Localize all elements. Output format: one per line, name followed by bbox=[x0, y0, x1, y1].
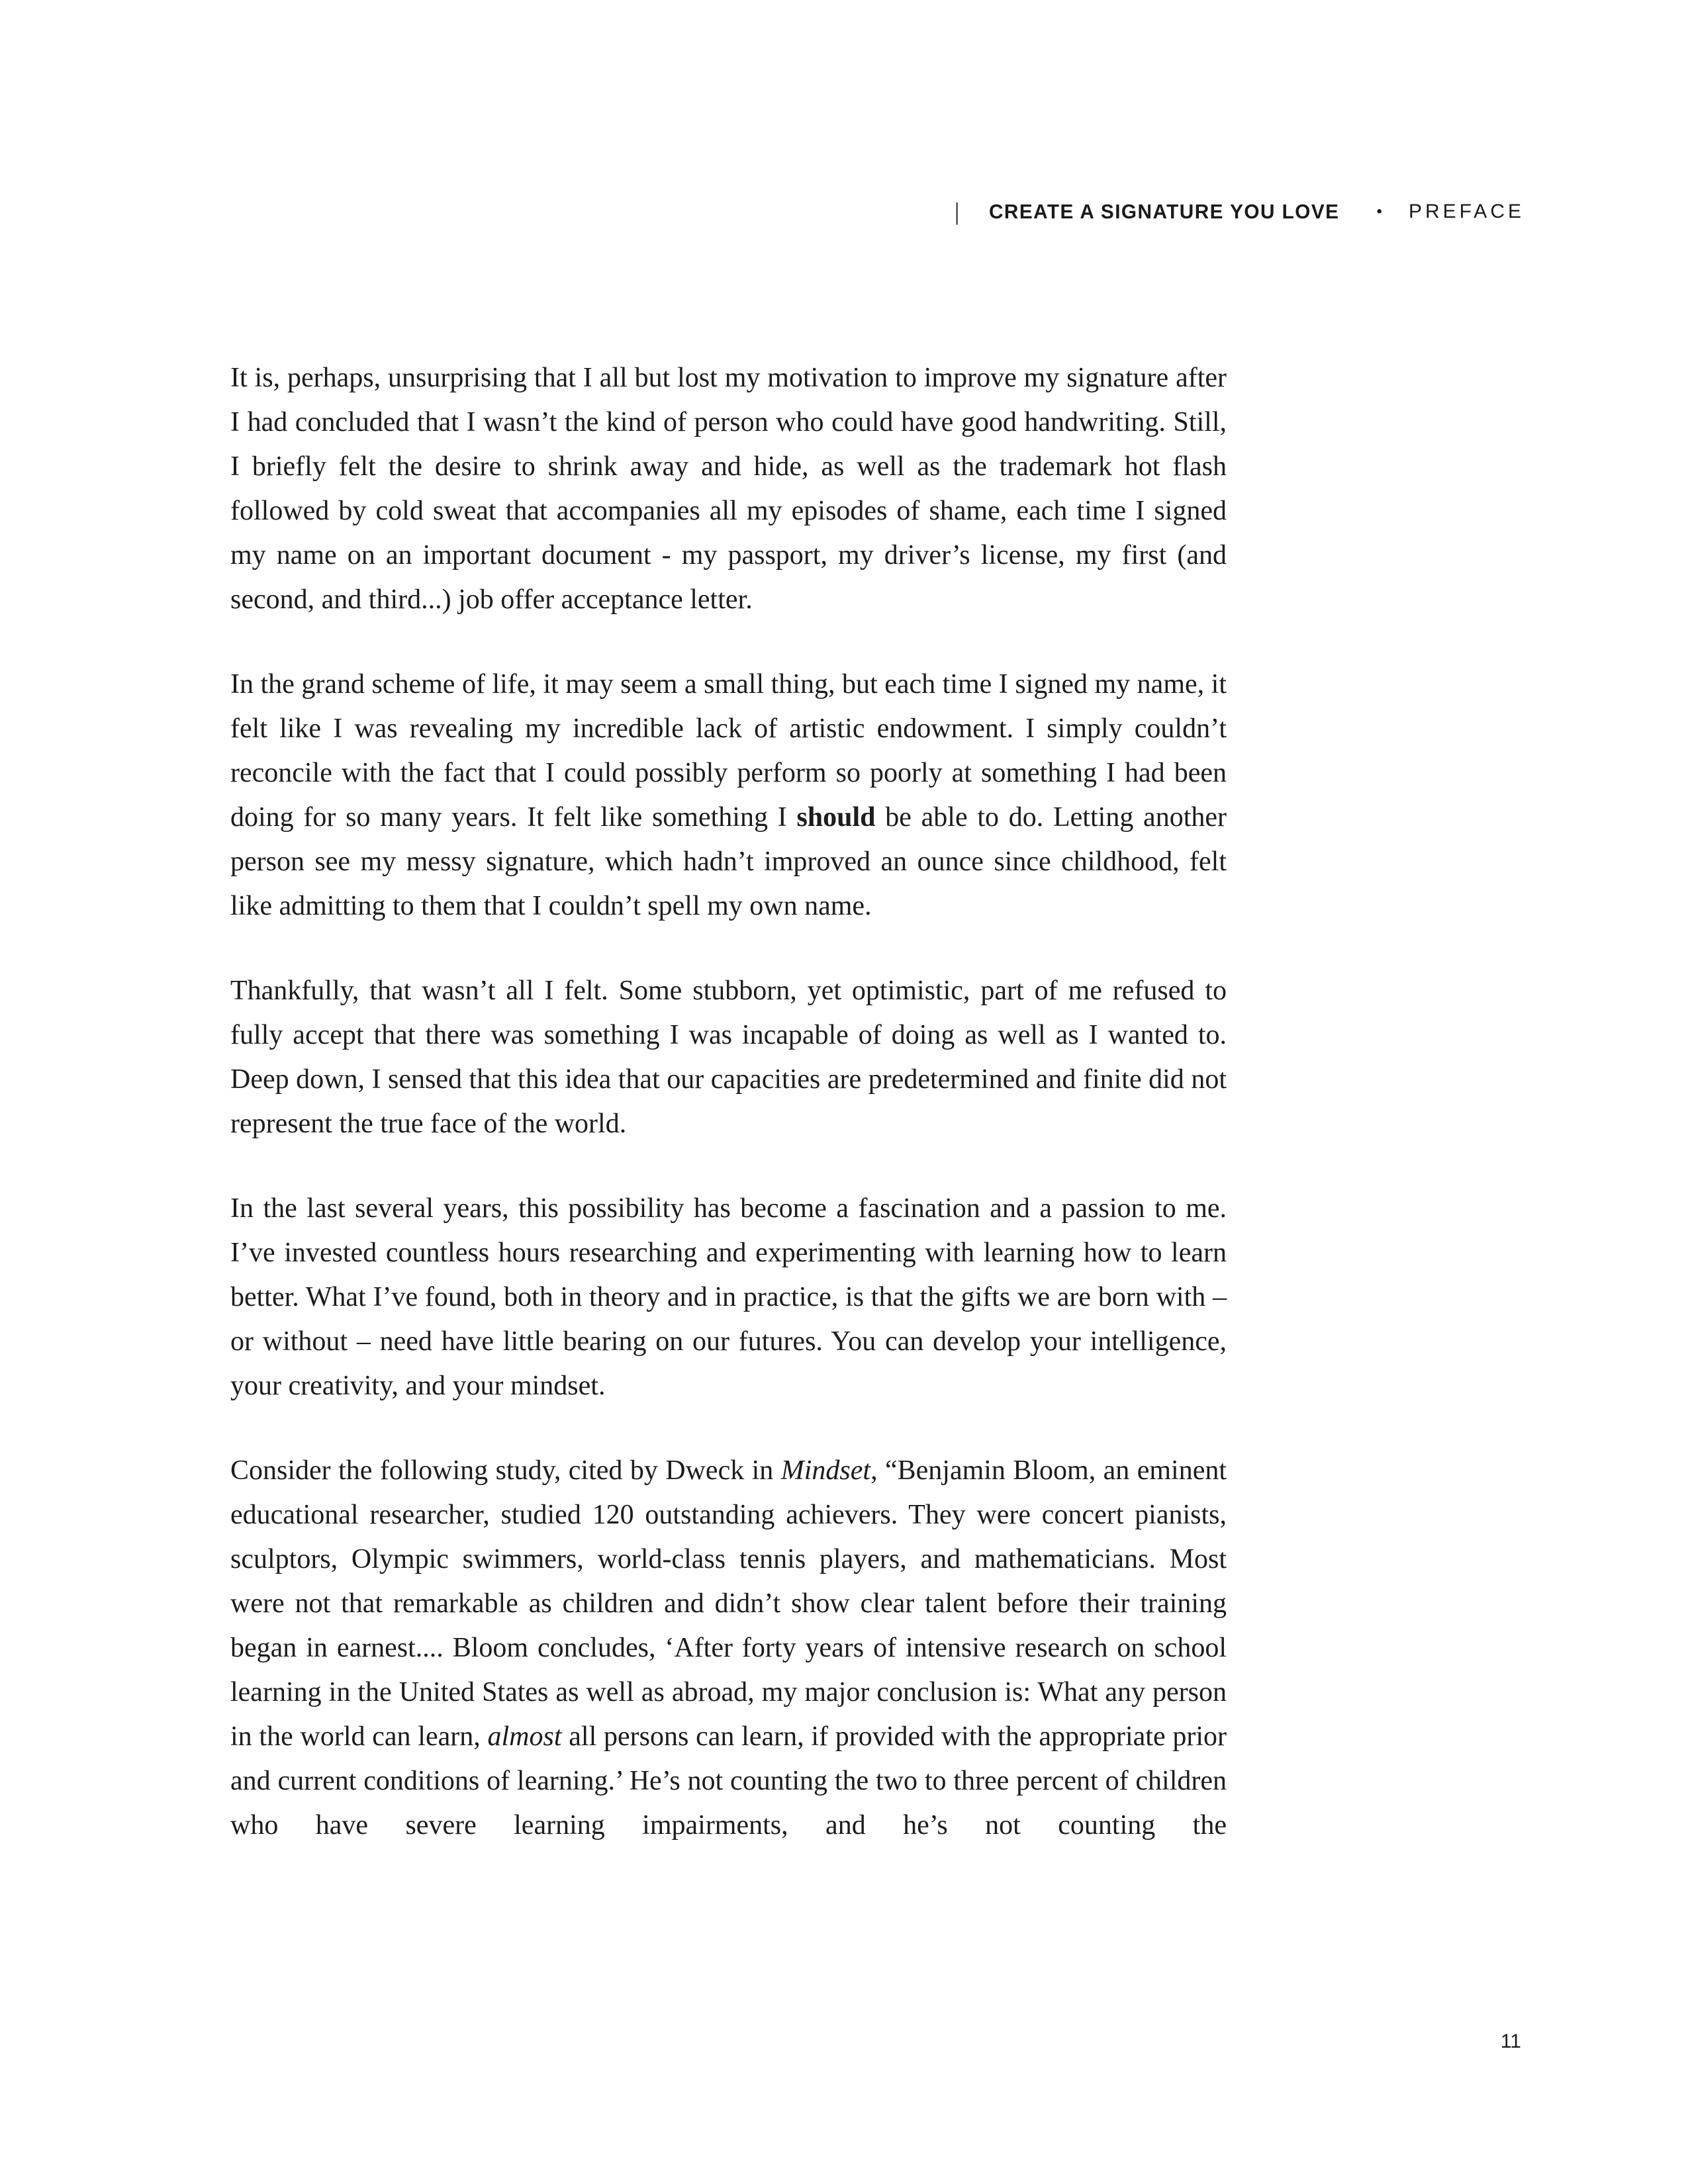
text-run: Consider the following study, cited by Dweck in bbox=[230, 1455, 781, 1486]
header-bullet-icon: • bbox=[1376, 203, 1382, 220]
text-run: In the last several years, this possibility has become a fascination and a passion to me. I’ve invested countless hours researching and experimenting with learning how to learn better. What I’ve found, both in theory and in practice, is that the gifts we are born with – or without – need have little bearing on our futures. You can develop your intelligence, your creativity, and your mindset. bbox=[230, 1193, 1227, 1401]
bold-run: should bbox=[796, 802, 876, 833]
paragraph bbox=[230, 662, 1227, 929]
text-run: all persons can learn, if provided with the appropriate prior and current conditions of learning.’ He’s not counting the two to three percent of children who have severe learning impairments, and he’s not counting the bbox=[230, 1721, 1227, 1841]
text-run: Thankfully, that wasn’t all I felt. Some stubborn, yet optimistic, part of me refused to fully accept that there was something I was incapable of doing as well as I wanted to. Deep down, I sensed that this idea that our capacities are predetermined and finite did not represent the true face of the world. bbox=[230, 976, 1227, 1139]
italic-run: Mindset bbox=[780, 1455, 871, 1486]
paragraph bbox=[230, 969, 1227, 1146]
paragraph bbox=[230, 1187, 1227, 1408]
body-text bbox=[230, 356, 1227, 1848]
text-run: , “Benjamin Bloom, an eminent educational researcher, studied 120 outstanding achievers. They were concert pianists, sculptors, Olympic swimmers, world-class tennis players, and mathematicians. Most were not that remarkable as children and didn’t show clear talent before their training began in earnest.... Bloom concludes, ‘After forty years of intensive research on school learning in the United States as well as abroad, my major conclusion is: What any person in the world can learn, bbox=[230, 1455, 1227, 1752]
paragraph bbox=[230, 1449, 1227, 1848]
text-run: In the grand scheme of life, it may seem a small thing, but each time I signed my name, it felt like I was revealing my incredible lack of artistic endowment. I simply couldn’t reconcile with the fact that I could possibly perform so poorly at something I had been doing for so many years. It felt like something I bbox=[230, 669, 1227, 833]
header-separator: | bbox=[955, 198, 959, 225]
paragraph bbox=[230, 356, 1227, 622]
running-header bbox=[954, 198, 1524, 226]
text-run: It is, perhaps, unsurprising that I all but lost my motivation to improve my signature after I had concluded that I wasn’t the kind of person who could have good handwriting. Still, I briefly felt the desire to shrink away and hide, as well as the trademark hot flash followed by cold sweat that accompanies all my episodes of shame, each time I signed my name on an important document - my passport, my driver’s license, my first (and second, and third...) job offer acceptance letter. bbox=[230, 363, 1227, 615]
italic-run: almost bbox=[487, 1721, 562, 1752]
header-section-label: PREFACE bbox=[1408, 201, 1524, 222]
text-run: be able to do. Letting another person see my messy signature, which hadn’t improved an ounce since childhood, felt like admitting to them that I couldn’t spell my own name. bbox=[230, 802, 1227, 921]
header-book-title: CREATE A SIGNATURE YOU LOVE bbox=[989, 200, 1340, 223]
page-number: 11 bbox=[1500, 2030, 1521, 2052]
